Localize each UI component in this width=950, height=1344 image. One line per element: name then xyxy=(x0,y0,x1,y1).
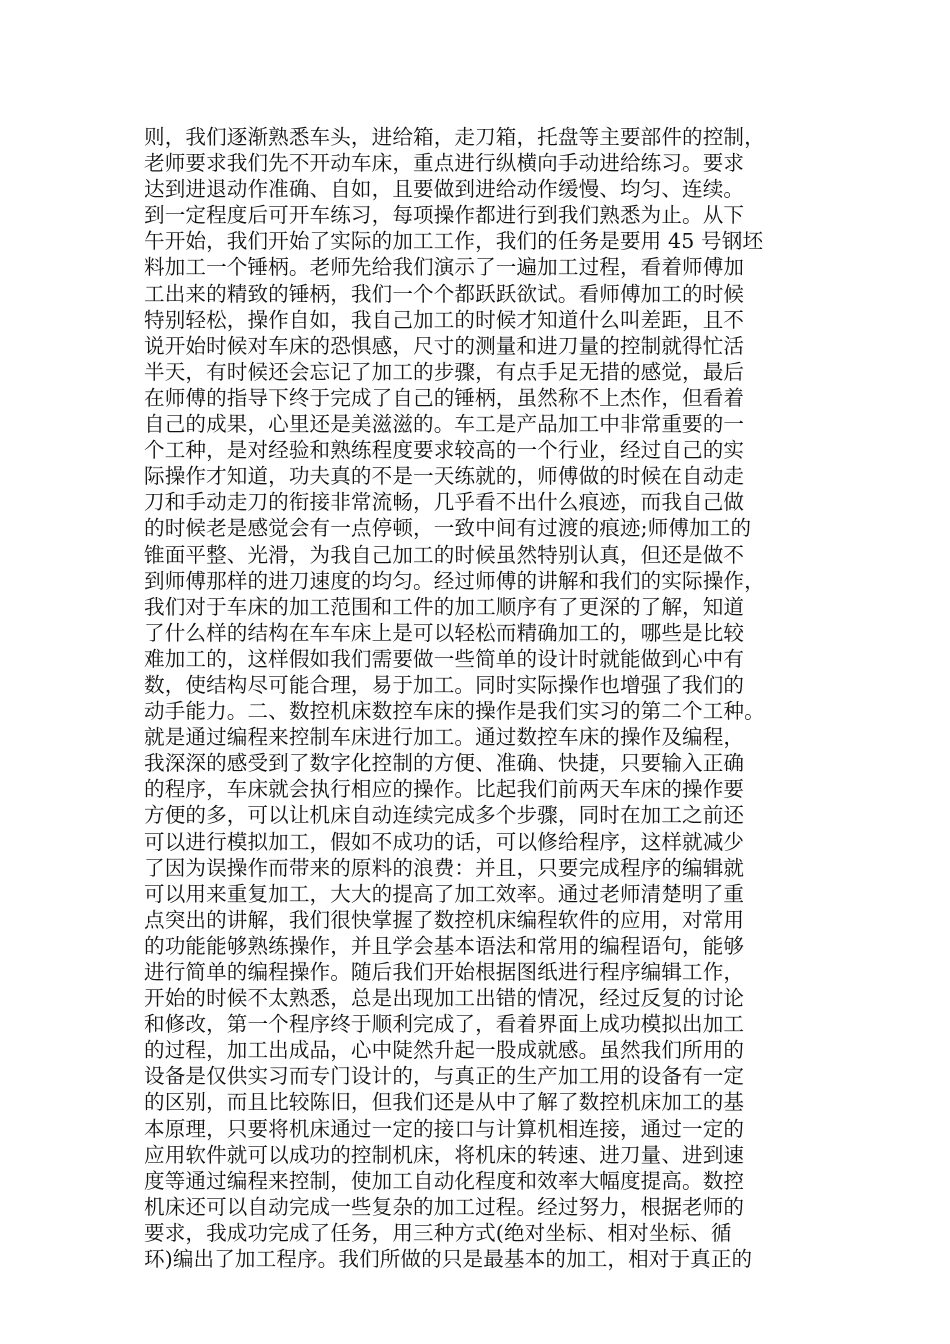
text-line: 开始的时候不太熟悉，总是出现加工出错的情况，经过反复的讨论 xyxy=(144,986,745,1011)
text-line: 料加工一个锤柄。老师先给我们演示了一遍加工过程，看着师傅加 xyxy=(144,255,745,280)
text-line: 方便的多，可以让机床自动连续完成多个步骤，同时在加工之前还 xyxy=(144,803,745,828)
text-line: 的过程，加工出成品，心中陡然升起一股成就感。虽然我们所用的 xyxy=(144,1038,745,1063)
text-line: 的区别，而且比较陈旧，但我们还是从中了解了数控机床加工的基 xyxy=(144,1090,745,1115)
text-line: 数，使结构尽可能合理，易于加工。同时实际操作也增强了我们的 xyxy=(144,672,745,697)
text-line: 环)编出了加工程序。我们所做的只是最基本的加工，相对于真正的 xyxy=(144,1247,753,1272)
text-line: 到师傅那样的进刀速度的均匀。经过师傅的讲解和我们的实际操作， xyxy=(144,568,765,593)
text-line: 动手能力。二、数控机床数控车床的操作是我们实习的第二个工种。 xyxy=(144,699,765,724)
text-line: 点突出的讲解，我们很快掌握了数控机床编程软件的应用，对常用 xyxy=(144,907,745,932)
text-line: 进行简单的编程操作。随后我们开始根据图纸进行程序编辑工作， xyxy=(144,960,745,984)
text-line: 刀和手动走刀的衔接非常流畅，几乎看不出什么痕迹，而我自己做 xyxy=(144,490,745,515)
text-line: 自己的成果，心里还是美滋滋的。车工是产品加工中非常重要的一 xyxy=(144,412,745,437)
text-line: 可以用来重复加工，大大的提高了加工效率。通过老师清楚明了重 xyxy=(144,881,745,906)
text-line: 难加工的，这样假如我们需要做一些简单的设计时就能做到心中有 xyxy=(144,646,745,671)
text-line: 说开始时候对车床的恐惧感，尺寸的测量和进刀量的控制就得忙活 xyxy=(144,333,745,358)
text-line: 就是通过编程来控制车床进行加工。通过数控车床的操作及编程， xyxy=(144,725,745,750)
text-line: 了因为误操作而带来的原料的浪费：并且，只要完成程序的编辑就 xyxy=(144,855,745,880)
text-line: 设备是仅供实习而专门设计的，与真正的生产加工用的设备有一定 xyxy=(144,1064,745,1089)
text-line: 本原理，只要将机床通过一定的接口与计算机相连接，通过一定的 xyxy=(144,1116,745,1141)
text-line: 度等通过编程来控制，使加工自动化程度和效率大幅度提高。数控 xyxy=(144,1168,745,1193)
text-line: 际操作才知道，功夫真的不是一天练就的，师傅做的时候在自动走 xyxy=(144,464,745,489)
text-line: 我深深的感受到了数字化控制的方便、准确、快捷，只要输入正确 xyxy=(144,751,745,776)
text-line: 要求，我成功完成了任务，用三种方式(绝对坐标、相对坐标、循 xyxy=(144,1220,732,1245)
text-line: 应用软件就可以成功的控制机床，将机床的转速、进刀量、进到速 xyxy=(144,1142,745,1167)
text-line: 在师傅的指导下终于完成了自己的锤柄，虽然称不上杰作，但看着 xyxy=(144,385,745,410)
text-line: 则，我们逐渐熟悉车头，进给箱，走刀箱，托盘等主要部件的控制， xyxy=(144,125,765,149)
text-line: 半天，有时候还会忘记了加工的步骤，有点手足无措的感觉，最后 xyxy=(144,359,745,384)
text-line: 达到进退动作准确、自如，且要做到进给动作缓慢、均匀、连续。 xyxy=(144,177,745,202)
text-line: 午开始，我们开始了实际的加工工作，我们的任务是要用 45 号钢坯 xyxy=(144,229,764,254)
text-line: 的功能能够熟练操作，并且学会基本语法和常用的编程语句，能够 xyxy=(144,933,745,958)
text-line: 了什么样的结构在车车床上是可以轻松而精确加工的，哪些是比较 xyxy=(144,620,745,645)
text-line: 的程序，车床就会执行相应的操作。比起我们前两天车床的操作要 xyxy=(144,777,745,802)
text-line: 到一定程度后可开车练习，每项操作都进行到我们熟悉为止。从下 xyxy=(144,203,745,228)
text-line: 的时候老是感觉会有一点停顿，一致中间有过渡的痕迹;师傅加工的 xyxy=(144,516,752,541)
text-line: 我们对于车床的加工范围和工件的加工顺序有了更深的了解，知道 xyxy=(144,594,745,619)
text-line: 可以进行模拟加工，假如不成功的话，可以修给程序，这样就减少 xyxy=(144,829,745,854)
text-line: 老师要求我们先不开动车床，重点进行纵横向手动进给练习。要求 xyxy=(144,151,745,176)
text-line: 个工种，是对经验和熟练程度要求较高的一个行业，经过自己的实 xyxy=(144,438,745,463)
text-line: 工出来的精致的锤柄，我们一个个都跃跃欲试。看师傅加工的时候 xyxy=(144,281,745,306)
text-line: 锥面平整、光滑，为我自己加工的时候虽然特别认真，但还是做不 xyxy=(144,542,745,567)
body-text xyxy=(144,124,844,1272)
text-line: 机床还可以自动完成一些复杂的加工过程。经过努力，根据老师的 xyxy=(144,1194,745,1219)
text-line: 和修改，第一个程序终于顺利完成了，看着界面上成功模拟出加工 xyxy=(144,1012,745,1037)
text-line: 特别轻松，操作自如，我自己加工的时候才知道什么叫差距，且不 xyxy=(144,307,745,332)
